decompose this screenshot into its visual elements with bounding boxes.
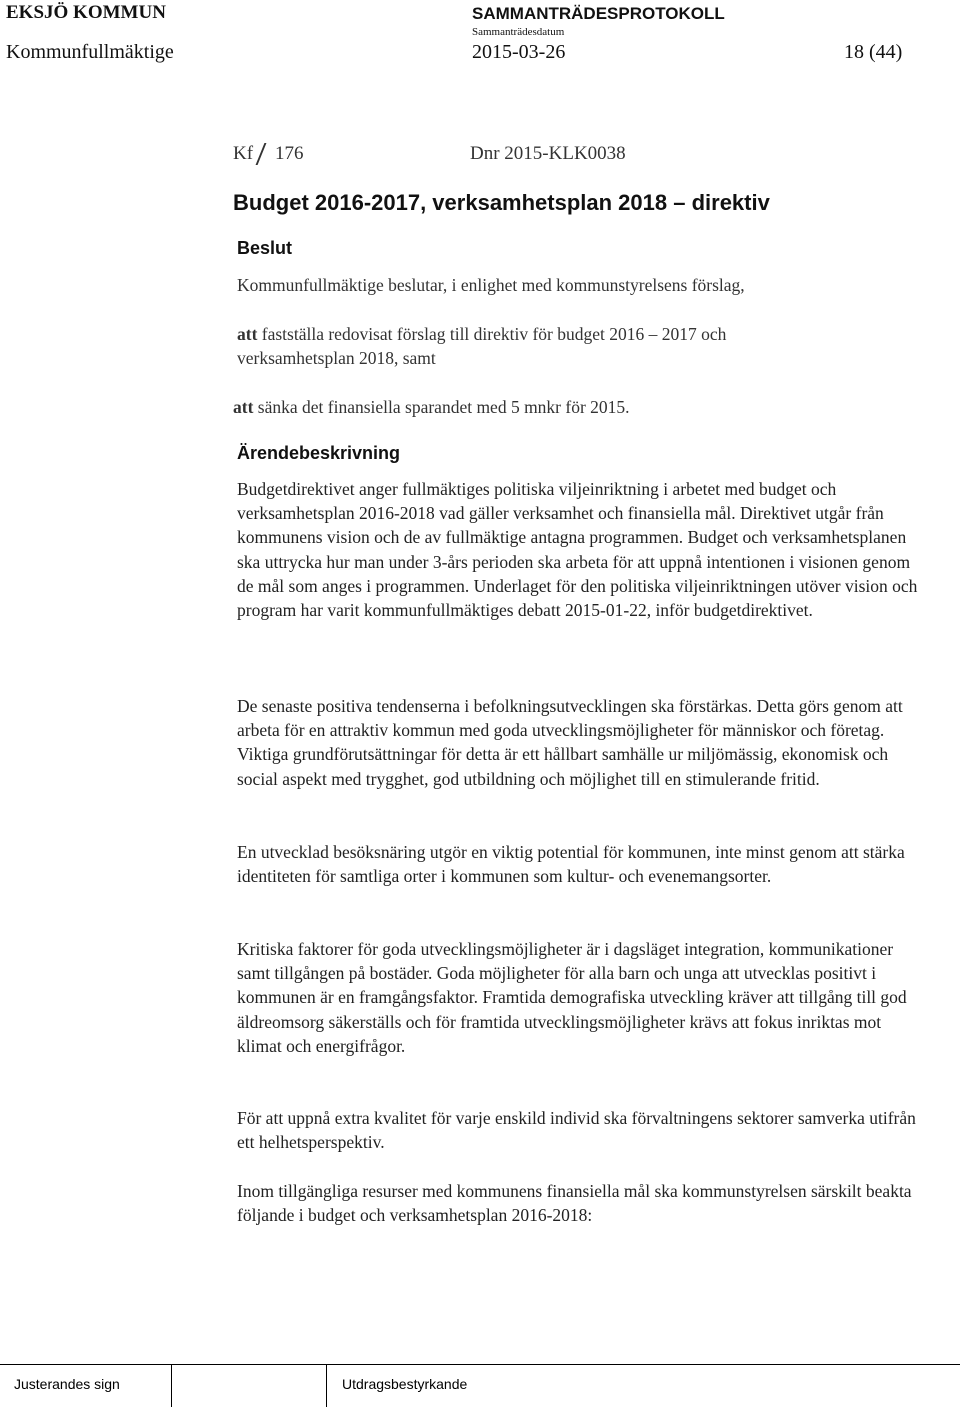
footer-divider xyxy=(171,1364,172,1407)
paragraph: De senaste positiva tendenserna i befolkningsutvecklingen ska förstärkas. Detta görs genom att arbeta för en attraktiv kommun med goda utvecklingsmöjligheter för människor och företag. Viktiga grundförutsättningar för detta är ett hållbart samhälle ur miljömässig, ekonomisk och social aspekt med trygghet, god utbildning och möjlighet till en stimulerande fritid. xyxy=(237,696,903,789)
org-name: EKSJÖ KOMMUN xyxy=(6,2,166,23)
arende-heading: Ärendebeskrivning xyxy=(237,443,401,463)
paragraph: Kritiska faktorer för goda utvecklingsmöjligheter är i dagsläget integration, kommunikationer samt tillgången på bostäder. Goda möjligheter för alla barn och unga att utvecklas positivt i kommunen är en framgångsfaktor. Framtida demografiska utveckling kräver att tillgång till god äldreomsorg säkerställs och för framtida utvecklingsmöjligheter krävs att fokus inriktas mot klimat och energifrågor. xyxy=(237,939,907,1056)
beslut-intro: Kommunfullmäktige beslutar, i enlighet med kommunstyrelsens förslag, xyxy=(237,275,745,295)
document-type: SAMMANTRÄDESPROTOKOLL xyxy=(472,4,725,23)
case-title: Budget 2016-2017, verksamhetsplan 2018 – direktiv xyxy=(233,190,770,215)
body-name: Kommunfullmäktige xyxy=(6,41,174,63)
att-clause-1-text: fastställa redovisat förslag till direktiv för budget 2016 – 2017 och xyxy=(257,324,727,344)
meeting-date: 2015-03-26 xyxy=(472,41,566,63)
att-clause-2 xyxy=(233,397,630,418)
footer-rule xyxy=(0,1364,960,1365)
beslut-heading: Beslut xyxy=(237,238,293,258)
att-clause-2-text: sänka det finansiella sparandet med 5 mnkr för 2015. xyxy=(253,397,630,417)
section-sign-mark xyxy=(256,143,267,165)
date-label: Sammanträdesdatum xyxy=(472,26,565,38)
att-keyword: att xyxy=(233,397,254,417)
att-keyword: att xyxy=(237,324,258,344)
kf-prefix: Kf xyxy=(233,143,254,164)
paragraph: För att uppnå extra kvalitet för varje enskild individ ska förvaltningens sektorer samverka utifrån ett helhetsperspektiv. xyxy=(237,1108,916,1153)
dnr: Dnr 2015-KLK0038 xyxy=(470,143,626,164)
paragraph: En utvecklad besöksnäring utgör en viktig potential för kommunen, inte minst genom att stärka identiteten för samtliga orter i kommunen som kultur- och evenemangsorter. xyxy=(237,842,905,887)
justerandes-sign-label: Justerandes sign xyxy=(14,1376,120,1392)
paragraph: Inom tillgängliga resurser med kommunens finansiella mål ska kommunstyrelsen särskilt beakta följande i budget och verksamhetsplan 2016-2018: xyxy=(237,1181,912,1226)
paragraph: Budgetdirektivet anger fullmäktiges politiska viljeinriktning i arbetet med budget och verksamhetsplan 2016-2018 vad gäller verksamhet och finansiella mål. Direktivet utgår från kommunens vision och de av fullmäktige antagna programmen. Budget och verksamhetsplanen ska uttrycka hur man under 3-års perioden ska arbeta för att uppnå intentionen i visionen genom de mål som anges i programmen. Underlaget för den politiska viljeinriktningen utöver vision och program har varit kommunfullmäktiges debatt 2015-01-22, inför budgetdirektivet. xyxy=(237,479,918,621)
att-clause-1-line-2: verksamhetsplan 2018, samt xyxy=(237,348,436,368)
att-clause-1-line-1 xyxy=(237,324,726,345)
utdragsbestyrkande-label: Utdragsbestyrkande xyxy=(342,1376,468,1392)
footer-divider xyxy=(326,1364,327,1407)
kf-number: 176 xyxy=(275,143,304,164)
page-number: 18 (44) xyxy=(844,41,903,63)
